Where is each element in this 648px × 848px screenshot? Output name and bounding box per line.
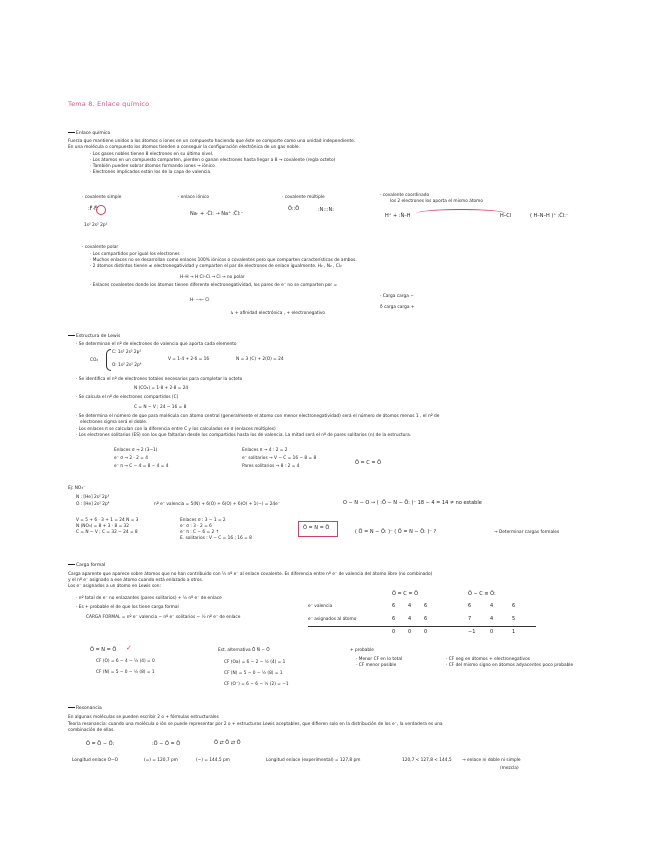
type-covalent-simple: · covalente simple [82, 195, 122, 200]
ozone-hybrid: Ö ⇄ Ö ⇄ Ö [214, 740, 241, 746]
calc-line: C = N − V ; C = 32 − 24 = 8 [76, 530, 138, 535]
table-cell: 4 [490, 603, 494, 609]
n-calc: N = 3 (C) + 2(O) = 24 [236, 357, 284, 362]
length-label: Longitud enlace O−O [72, 758, 119, 763]
step: · Se calcula el nº de electrones compartidos (C) [76, 395, 179, 400]
lewis-coord-1: H⁺ + :N̈–H [385, 213, 411, 219]
table-row-label: e⁻ asignados al átomo [308, 617, 357, 622]
no3-attempt: O − N − O → ( :Ö − N − Ö: )⁻ 18 − 4 = 14 ≠ no estable [343, 500, 482, 506]
formal-charge-note: → Determinar cargas formales [494, 530, 560, 535]
cf-line: CF (N) = 5 − 0 − ½ (8) = 1 [96, 670, 155, 675]
table-cell: 0 [490, 629, 494, 635]
text-line: Los e⁻ asignados a un átomo en Lewis son: [68, 584, 161, 589]
calc-line: e⁻ σ : 3 · 2 = 6 [180, 524, 212, 529]
calc-line: Enlaces σ → 2 (3−1) [114, 448, 158, 453]
text-line: y el nº e⁻ asignado a ese átomo cuando está enlazado a otros. [68, 578, 204, 583]
table-cell: 4 [408, 603, 412, 609]
table-cell: 6 [392, 616, 396, 622]
co2-structure: Ö = C = Ö [355, 460, 382, 466]
cf-line: CF (Oa) = 6 − 2 − ½ (4) = 1 [224, 660, 286, 665]
length-compare: 120,7 < 127,8 < 144,5 [402, 758, 452, 763]
table-divider [308, 626, 536, 627]
ozone-2: :Ö − Ö = Ö [152, 741, 181, 747]
table-cell: 0 [408, 629, 412, 635]
table-cell: 6 [424, 603, 428, 609]
step: · Los electrones solitarios (ES) son los que faltarían desde los compartidos hasta los de valencia. La mitad será el nº de pares solitarios (n) de la estructura. [76, 433, 412, 438]
nonpolar-eq: H–H → H Cl–Cl → Cl → no polar [180, 275, 245, 280]
ozone-1: Ö = Ö − Ö: [86, 741, 115, 747]
table-cell: −1 [468, 629, 476, 635]
no3-structure: Ö = N = Ö [303, 525, 330, 531]
text-line: Carga aparente que aparece sobre átomos que no han contribuido con ½ nº e⁻ al enlace covalente. Es diferencia entre nº e⁻ de valencia del átomo libre (no combinado) [68, 572, 433, 577]
table-cell: 0 [392, 629, 396, 635]
cf-line: CF (O⁻) = 6 − 6 − ½ (2) = −1 [224, 682, 289, 687]
polar-title: · covalente polar [82, 245, 119, 250]
step: · Los enlaces π se calculan con la diferencia entre C y los calculados en σ (enlaces múltiples) [76, 427, 276, 432]
lewis-o2: Ö::Ö [288, 206, 300, 212]
coordinate-note: los 2 electrones los aporta el mismo átomo [390, 199, 483, 204]
type-covalent-multiple: · covalente múltiple [282, 195, 325, 200]
calc-line: V = 5 + 6 · 3 + 1 = 24 N = 3 [76, 518, 139, 523]
calc-line: Pares solitarios → 8 : 2 = 4 [242, 464, 300, 469]
text-line: En algunas moléculas se pueden escribir 2 o + fórmulas estructurales [68, 715, 219, 720]
table-cell: 4 [490, 616, 494, 622]
valence-calc: V = 1·4 + 2·6 = 16 [168, 357, 210, 362]
table-cell: 5 [512, 616, 516, 622]
calc-line: E. solitarios : V − C = 16 ; 16 = 8 [180, 536, 252, 541]
lewis-nacl: Na· + ·C̈l: → Na⁺ :C̈l:⁻ [190, 211, 244, 217]
table-head-1: Ö = C = Ö [392, 591, 419, 597]
calc-line: Enlaces σ : 3 − 1 = 2 [180, 518, 226, 523]
table-head-2: Ö − C ≡ Ö: [468, 591, 496, 597]
table-cell: 6 [424, 616, 428, 622]
co2-label: CO₂ [90, 358, 99, 363]
text-line: En una molécula o compuesto los átomos tienden a conseguir la configuración electrónica de un gas noble. [68, 145, 300, 150]
section-heading-lewis: Estructura de Lewis [68, 334, 120, 339]
rule: · CF neg en átomos + electronegativos [446, 657, 530, 662]
section-heading-enlace: Enlace químico [68, 131, 110, 136]
type-coordinate: · covalente coordinado [380, 193, 430, 198]
bullet: · nº total de e⁻ no enlazantes (pares solitarios) + ½ nº e⁻ de enlace [76, 596, 222, 601]
rule: · CF del mismo signo en átomos adyacentes poco probable [446, 663, 574, 668]
c-calc: C = N − V ; 24 − 16 = 8 [134, 405, 187, 410]
o-config: O : [He] 2s² 2p⁴ [76, 502, 110, 507]
bullet: · Muchos enlaces no se desarrollan como enlaces 100% iónicos o covalentes pero que comparten características de ambos. [90, 258, 357, 263]
brace [106, 349, 111, 371]
text-line: combinación de ellas. [68, 728, 115, 733]
table-cell: 6 [392, 603, 396, 609]
check-mark: ✓ [126, 644, 132, 652]
length-value: (−) = 144,5 pm [196, 758, 230, 763]
coordinate-arrow [416, 209, 506, 218]
o-config: O: 1s² 2s² 2p⁴ [112, 363, 142, 368]
polar-eq: H· –→– Cl [190, 298, 210, 303]
partial-charge-neg: · Carga carga − [380, 294, 414, 299]
calc-line: e⁻ solitarios → V − C = 16 − 8 = 8 [242, 456, 317, 461]
bullet: · 2 átomos distintos tienen ≠ electronegatividad y comparten el par de electrones de enlace igualmente. H₂ , N₂ , Cl₂ [90, 264, 342, 269]
rule: · CF menor posible [356, 663, 397, 668]
calc-line: e⁻ π : C − 6 = 2 ↑ [180, 530, 220, 535]
no3-resonance: ( Ö = N − Ö: )⁻ ( Ö = N − Ö: )⁻ ? [355, 529, 437, 535]
formal-charge-formula: CARGA FORMAL = nº e⁻ valencia − nº e⁻ solitarios − ½ nº e⁻ de enlace [86, 615, 241, 620]
lewis-ammonium: ( H–N–H )⁺ :C̈l:⁻ [530, 213, 569, 219]
cf-line: CF (N) = 5 − 0 − ½ (8) = 1 [224, 671, 283, 676]
step-cont: electrones sigma será el doble. [80, 420, 148, 425]
calc-line: N (NO₃) = 8 + 3 · 8 = 32 [76, 524, 130, 529]
cf-line: CF (O) = 6 − 4 − ½ (4) = 0 [96, 659, 155, 664]
bullet: · Enlaces covalentes donde los átomos tienen diferente electronegatividad, los pares de e⁻ no se comparten por = [90, 283, 338, 288]
type-ionic: · enlace iónico [178, 195, 210, 200]
f-config: 1s² 2s² 2p⁵ [84, 223, 108, 228]
table-cell: 7 [468, 616, 472, 622]
n-co2: N (CO₂) = 1·8 + 2·8 = 24 [134, 386, 189, 391]
section-heading-resonance: Resonancia [68, 706, 102, 711]
table-row-label: e⁻ valencia [308, 604, 333, 609]
polar-note: ↳ + afinidad electrónica , + electronegativo [230, 311, 326, 316]
table-cell: 1 [512, 629, 516, 635]
calc-line: e⁻ σ → 2 · 2 = 4 [114, 456, 148, 461]
example-heading: Ej: NO₃⁻ [68, 486, 86, 491]
lewis-n2: :N:::N: [318, 207, 334, 213]
bullet: · También pueden sobrar átomos formando iones → iónico [90, 164, 215, 169]
probable-title: + probable [350, 648, 374, 653]
bullet: · Electrones implicados están los de la capa de valencia. [90, 170, 212, 175]
calc-line: e⁻ π → C − 4 = 8 − 4 = 4 [114, 464, 169, 469]
bullet: · Es + probable el de que los tiene carga formal [76, 605, 179, 610]
text-line: Fuerza que mantiene unidos a los átomos o iones en un compuesto haciendo que éste se comporte como una unidad independiente. [68, 139, 356, 144]
step: · Se determinan el nº de electrones de valencia que aporta cada elemento [76, 342, 237, 347]
length-conclusion: → enlace ni doble ni simple [462, 758, 521, 763]
no3-valence: nº e⁻ valencia = 5(N) + 6(O) + 6(O) + 6(O) + 1(−) = 24e⁻ [154, 502, 281, 507]
table-cell: 6 [468, 603, 472, 609]
length-exp: Longitud enlace (experimental) = 127,8 pm [266, 758, 361, 763]
n-config: N : [He] 2s² 2p³ [76, 495, 110, 500]
length-mix: (mezcla) [500, 766, 519, 771]
section-heading-charge: Carga formal [68, 563, 105, 568]
lewis-f2: :F̈·F̈: [88, 206, 99, 212]
lewis-coord-2: H–Cl [500, 213, 512, 219]
table-cell: 4 [408, 616, 412, 622]
step: · Se identifica el nº de electrones totales necesarios para completar la octeto [76, 377, 243, 382]
table-cell: 6 [512, 603, 516, 609]
no3-best: Ö = N = Ö [90, 647, 117, 653]
step: · Se determina el número de que para molécula con átomo central (generalmente el átomo con menor electronegatividad) será el número de átomos menos 1 , el nº de [76, 414, 440, 419]
bullet: · Los átomos en un compuesto comparten, pierden o ganan electrones hasta llegar a 8 → covalente (regla octeto) [90, 158, 336, 163]
calc-line: Enlaces π → 4 : 2 = 2 [242, 448, 288, 453]
bullet: · Los compartidos por igual los electrones [90, 252, 180, 257]
bullet: · Los gases nobles tienen 8 electrones en su último nivel. [90, 152, 214, 157]
alt-structure: Est. alternativa Ö Ñ − Ö [218, 648, 270, 653]
rule: · Menor CF en lo total [356, 657, 403, 662]
c-config: C: 1s² 2s² 2p² [112, 350, 142, 355]
length-value: (=) = 120,7 pm [144, 758, 178, 763]
partial-charge-pos: δ carga carga + [380, 305, 415, 310]
text-line: Teoría resonancia: cuando una molécula o ión se puede representar por 2 o + estructuras Lewis aceptables, que difieren solo en la distribución de los e⁻, la verdadera es una [68, 722, 443, 727]
page-title: Tema 8. Enlace químico [68, 100, 150, 108]
table-cell: 0 [424, 629, 428, 635]
